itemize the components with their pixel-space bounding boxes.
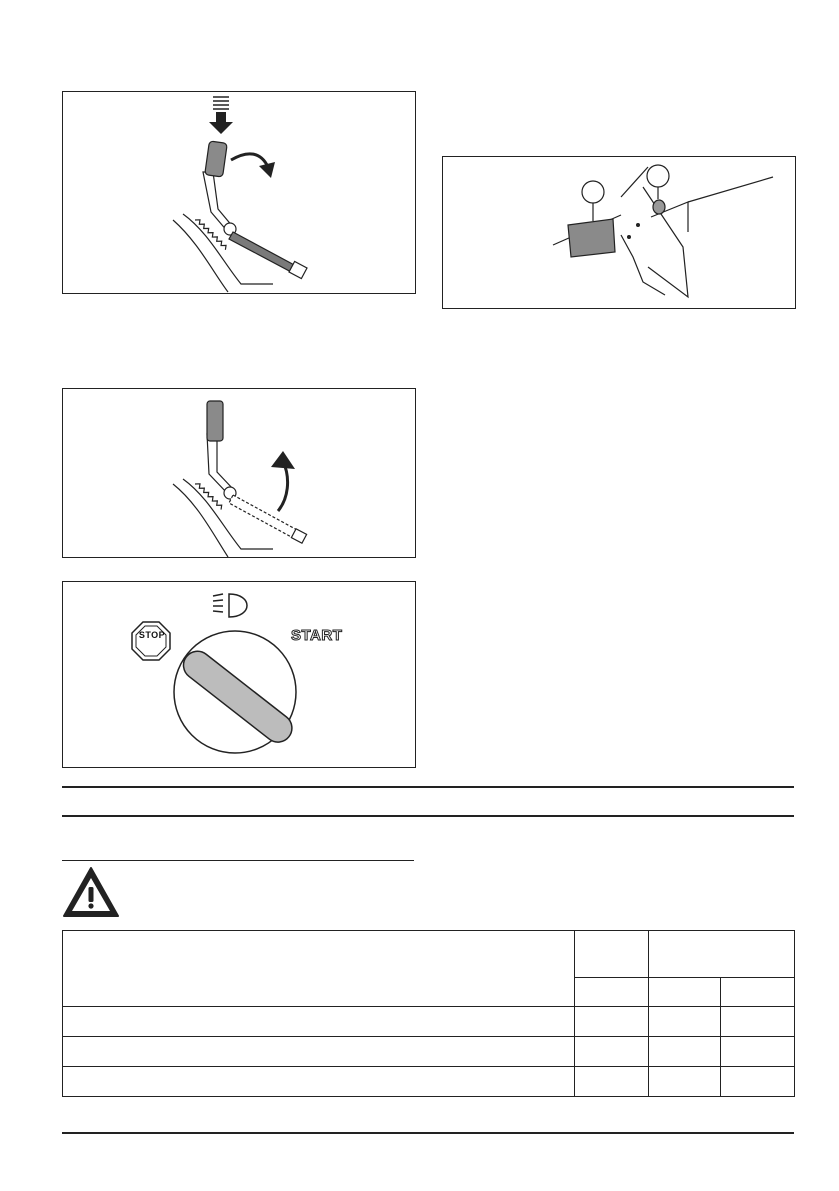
table-cell <box>721 1007 795 1037</box>
table-cell <box>63 1007 575 1037</box>
table-header-cell <box>575 931 649 978</box>
table-cell <box>575 1067 649 1097</box>
figure-callouts <box>442 156 796 309</box>
table-header-cell <box>575 978 649 1007</box>
table-cell <box>721 1037 795 1067</box>
table-cell <box>649 1007 721 1037</box>
table-row <box>63 1067 795 1097</box>
section-rule-bottom <box>62 815 794 817</box>
figure-ignition <box>62 581 416 768</box>
figure-lever-release <box>62 388 416 558</box>
maintenance-table <box>62 930 795 1097</box>
table-cell <box>721 1067 795 1097</box>
stop-label: STOP <box>138 630 166 640</box>
subsection-rule <box>62 860 414 861</box>
footer-rule <box>62 1132 794 1134</box>
callout-2 <box>647 165 669 187</box>
table-header-cell <box>63 931 575 1007</box>
stop-sign-icon <box>132 622 170 660</box>
lever-release-illustration <box>63 389 417 559</box>
table-cell <box>649 1037 721 1067</box>
headlight-icon <box>213 594 247 617</box>
table-header-row <box>63 931 795 978</box>
start-label: START <box>291 627 343 644</box>
table-cell <box>575 1007 649 1037</box>
callout-1 <box>582 181 604 203</box>
table-cell <box>649 1067 721 1097</box>
figure-lever-engage <box>62 91 416 294</box>
table-row <box>63 1007 795 1037</box>
ignition-illustration <box>63 582 417 769</box>
table-header-cell <box>649 931 795 978</box>
table-header-cell <box>649 978 721 1007</box>
table-cell <box>575 1037 649 1067</box>
table-cell <box>63 1037 575 1067</box>
callouts-illustration <box>443 157 797 310</box>
table-cell <box>63 1067 575 1097</box>
table-header-cell <box>721 978 795 1007</box>
lever-engage-illustration <box>63 92 417 295</box>
warning-triangle-icon <box>62 866 120 918</box>
section-rule-top <box>62 786 794 788</box>
table-row <box>63 1037 795 1067</box>
